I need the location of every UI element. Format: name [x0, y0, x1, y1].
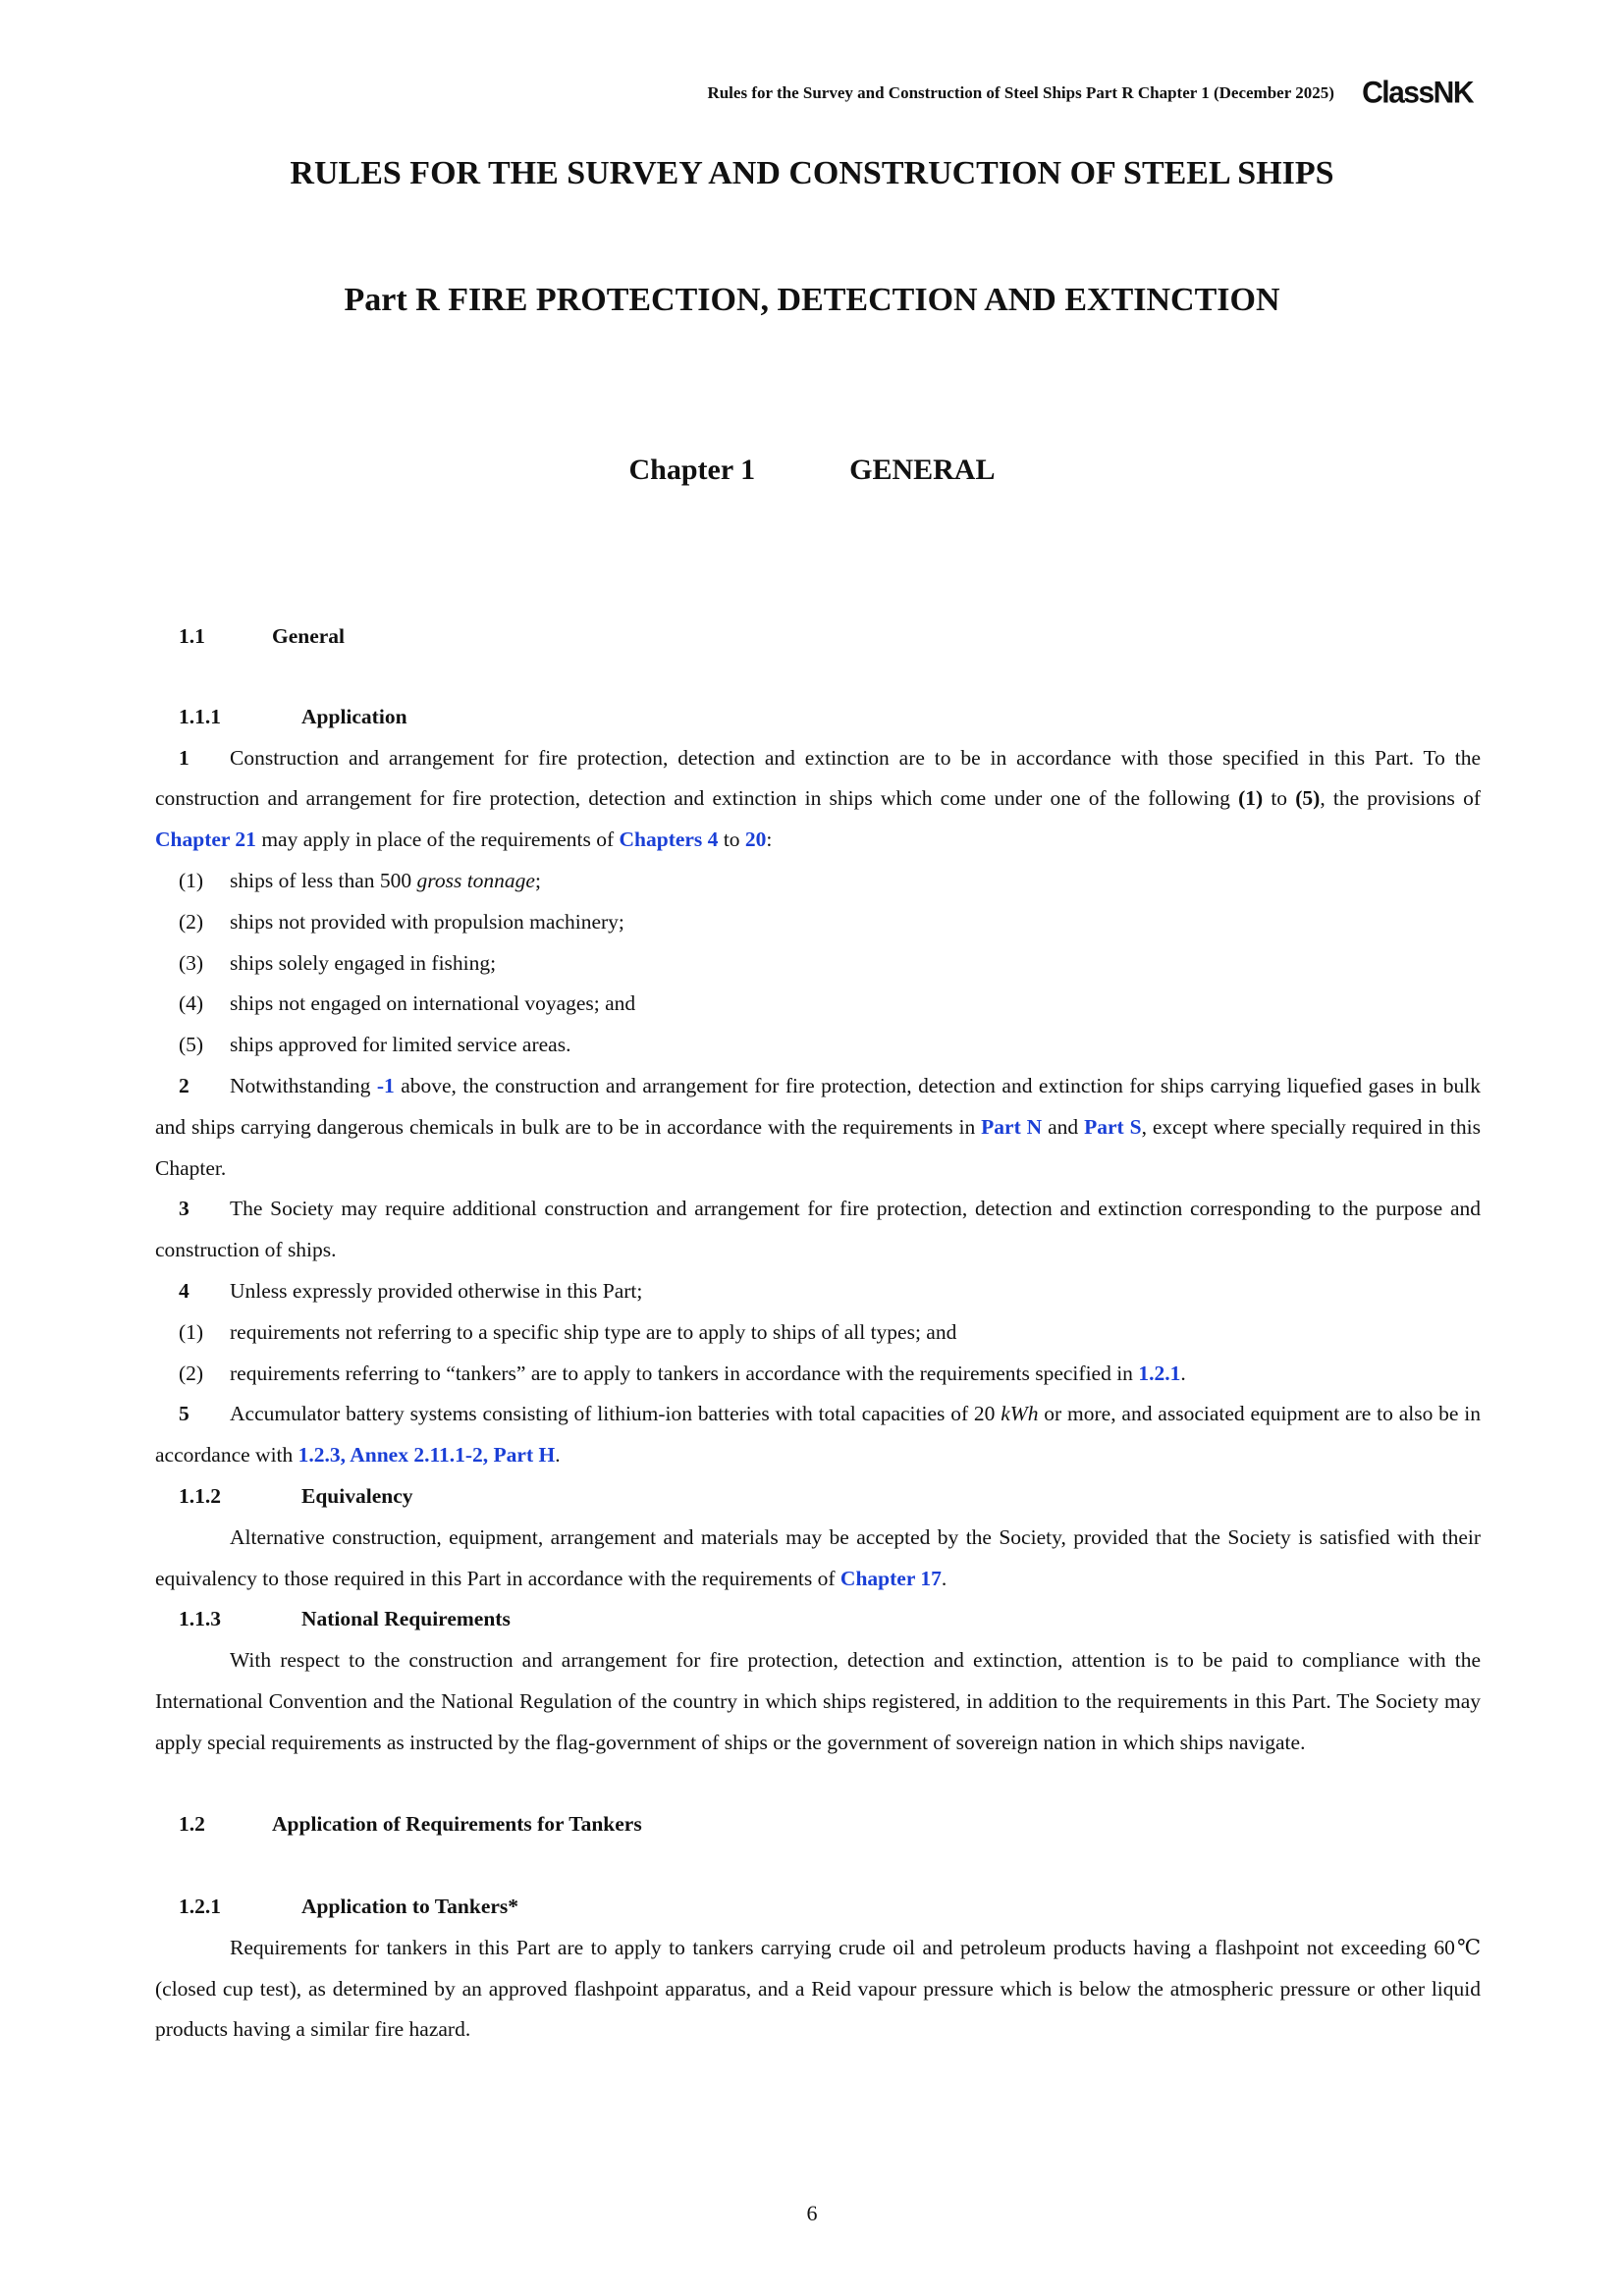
link-chapters-4[interactable]: Chapters 4: [619, 828, 719, 852]
document-title: RULES FOR THE SURVEY AND CONSTRUCTION OF STEEL SHIPS: [290, 155, 1334, 191]
subsection-heading-1-1-2: 1.1.2 Equivalency: [179, 1483, 413, 1508]
link-para-1[interactable]: -1: [376, 1073, 395, 1097]
chapter-title: [0, 454, 1624, 487]
part-title: Part R FIRE PROTECTION, DETECTION AND EXTINCTION: [344, 282, 1280, 318]
list-item: (3) ships solely engaged in fishing;: [179, 950, 497, 975]
paragraph-3: 3 The Society may require additional construction and arrangement for fire protection, detection and extinction corresponding to the purpose and construction of ships.: [155, 1197, 1481, 1262]
list-item: (4) ships not engaged on international voyages; and: [179, 991, 636, 1016]
list-item: (2) requirements referring to “tankers” are to apply to tankers in accordance with the requirements specified in 1.2.1.: [179, 1361, 1186, 1385]
link-chapter-21[interactable]: Chapter 21: [155, 828, 256, 852]
link-1-2-1[interactable]: 1.2.1: [1138, 1361, 1181, 1385]
link-part-n[interactable]: Part N: [981, 1114, 1043, 1139]
link-chapter-17[interactable]: Chapter 17: [839, 1566, 942, 1590]
chapter-label: Chapter 1: [628, 454, 756, 486]
subsection-heading-1-1-1: 1.1.1 Application: [179, 704, 407, 728]
link-part-s[interactable]: Part S: [1084, 1114, 1142, 1139]
subsection-heading-1-1-3: 1.1.3 National Requirements: [179, 1607, 511, 1631]
section-heading-1-1: 1.1 General: [179, 624, 346, 648]
paragraph-5: 5 Accumulator battery systems consisting of lithium-ion batteries with total capacities of 20 kWh or more, and associated equipment are to also be in accordance with 1.2.3, Annex 2.11.1-2, Part H.: [155, 1402, 1481, 1468]
paragraph-4: 4 Unless expressly provided otherwise in this Part;: [179, 1278, 643, 1303]
running-header: [0, 77, 1483, 110]
list-item: (1) ships of less than 500 gross tonnage;: [179, 868, 541, 892]
paragraph-national-requirements: With respect to the construction and arrangement for fire protection, detection and extinction, attention is to be paid to compliance with the International Convention and the National Regulation of the country in which ships registered, in addition to the requirements in this Part. The Society may apply special requirements as instructed by the flag-government of ships or the government of sovereign nation in which ships navigate.: [155, 1648, 1481, 1754]
list-item: (1) requirements not referring to a specific ship type are to apply to ships of all types; and: [179, 1319, 957, 1344]
subsection-heading-1-2-1: 1.2.1 Application to Tankers*: [179, 1894, 519, 1918]
page-number: 6: [806, 2201, 818, 2225]
document-body: [155, 616, 1481, 2051]
paragraph-equivalency: Alternative construction, equipment, arrangement and materials may be accepted by the Society, provided that the Society is satisfied with their equivalency to those required in this Part in accordance with the requirements of Chapter 17.: [155, 1524, 1481, 1590]
running-title: Rules for the Survey and Construction of Steel Ships Part R Chapter 1 (December 2025): [707, 83, 1334, 102]
paragraph-1: 1 Construction and arrangement for fire protection, detection and extinction are to be in accordance with those specified in this Part. To the construction and arrangement for fire protection, detection and extinction in ships which come under one of the following (1) to (5), the provisions of Chapter 21 may apply in place of the requirements of Chapters 4 to 20:: [155, 745, 1481, 852]
classnk-logo: ClassNK: [1362, 76, 1473, 110]
list-item: (2) ships not provided with propulsion machinery;: [179, 909, 624, 934]
list-item: (5) ships approved for limited service areas.: [179, 1033, 571, 1057]
link-chapter-20[interactable]: 20: [744, 828, 767, 852]
link-1-2-3-annex-part-h[interactable]: 1.2.3, Annex 2.11.1-2, Part H: [298, 1443, 556, 1468]
chapter-name: GENERAL: [849, 454, 996, 486]
paragraph-2: 2 Notwithstanding -1 above, the construction and arrangement for fire protection, detection and extinction for ships carrying liquefied gases in bulk and ships carrying dangerous chemicals in bulk are to be in accordance with the requirements in Part N and Part S, except where specially required in this Chapter.: [155, 1073, 1481, 1180]
section-heading-1-2: 1.2 Application of Requirements for Tankers: [179, 1812, 642, 1837]
paragraph-application-to-tankers: Requirements for tankers in this Part are to apply to tankers carrying crude oil and petroleum products having a flashpoint not exceeding 60℃ (closed cup test), as determined by an approved flashpoint apparatus, and a Reid vapour pressure which is below the atmospheric pressure or other liquid products having a similar fire hazard.: [155, 1935, 1481, 2042]
